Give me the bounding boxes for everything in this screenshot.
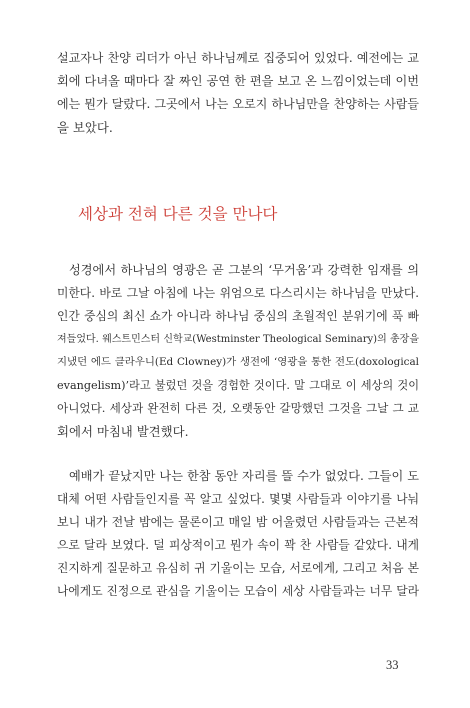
text-line: 예배가 끝났지만 나는 한참 동안 자리를 뜰 수가 없었다. 그들이 도 bbox=[69, 469, 419, 483]
text-line: 아니었다. 세상과 완전히 다른 것, 오랫동안 갈망했던 그것을 그날 그 교 bbox=[57, 401, 419, 415]
body-paragraph-1 bbox=[57, 259, 419, 443]
intro-paragraph bbox=[57, 47, 419, 139]
text-line: 을 보았다. bbox=[57, 120, 113, 135]
text-line: 보니 내가 전날 밤에는 물론이고 매일 밤 어울렸던 사람들과는 근본적 bbox=[57, 515, 419, 529]
text-line: 미한다. 바로 그날 아침에 나는 위엄으로 다스리시는 하나님을 만났다. bbox=[57, 286, 419, 300]
text-line: 지냈던 에드 클라우니(Ed Clowney)가 생전에 ‘영광을 통한 전도(doxological bbox=[57, 356, 419, 368]
section-heading: 세상과 전혀 다른 것을 만나다 bbox=[78, 205, 278, 223]
body-paragraph-2 bbox=[57, 465, 419, 603]
page-number: 33 bbox=[386, 658, 399, 672]
text-line: evangelism)’라고 불렀던 것을 경험한 것이다. 말 그대로 이 세상의 것이 bbox=[57, 379, 419, 392]
text-line: 회에 다녀올 때마다 잘 짜인 공연 한 편을 보고 온 느낌이었는데 이번 bbox=[57, 74, 419, 88]
text-line: 진지하게 질문하고 유심히 귀 기울이는 모습, 서로에게, 그리고 처음 본 bbox=[57, 561, 419, 575]
text-line: 회에서 마침내 발견했다. bbox=[57, 424, 189, 439]
text-line: 으로 달라 보였다. 덜 피상적이고 뭔가 속이 꽉 찬 사람들 같았다. 내게 bbox=[57, 538, 419, 552]
text-line: 성경에서 하나님의 영광은 곧 그분의 ‘무거움’과 강력한 임재를 의 bbox=[69, 263, 419, 277]
text-line: 설교자나 찬양 리더가 아닌 하나님께로 집중되어 있었다. 예전에는 교 bbox=[57, 51, 419, 65]
text-line: 져들었다. 웨스트민스터 신학교(Westminster Theological Seminary)의 총장을 bbox=[57, 334, 419, 345]
text-line: 대체 어떤 사람들인지를 꼭 알고 싶었다. 몇몇 사람들과 이야기를 나눠 bbox=[57, 492, 419, 506]
text-line: 나에게도 진정으로 관심을 기울이는 모습이 세상 사람들과는 너무 달라 bbox=[57, 584, 419, 598]
text-line: 인간 중심의 최신 쇼가 아니라 하나님 중심의 초월적인 분위기에 푹 빠 bbox=[57, 309, 419, 323]
text-line: 에는 뭔가 달랐다. 그곳에서 나는 오로지 하나님만을 찬양하는 사람들 bbox=[57, 97, 419, 111]
